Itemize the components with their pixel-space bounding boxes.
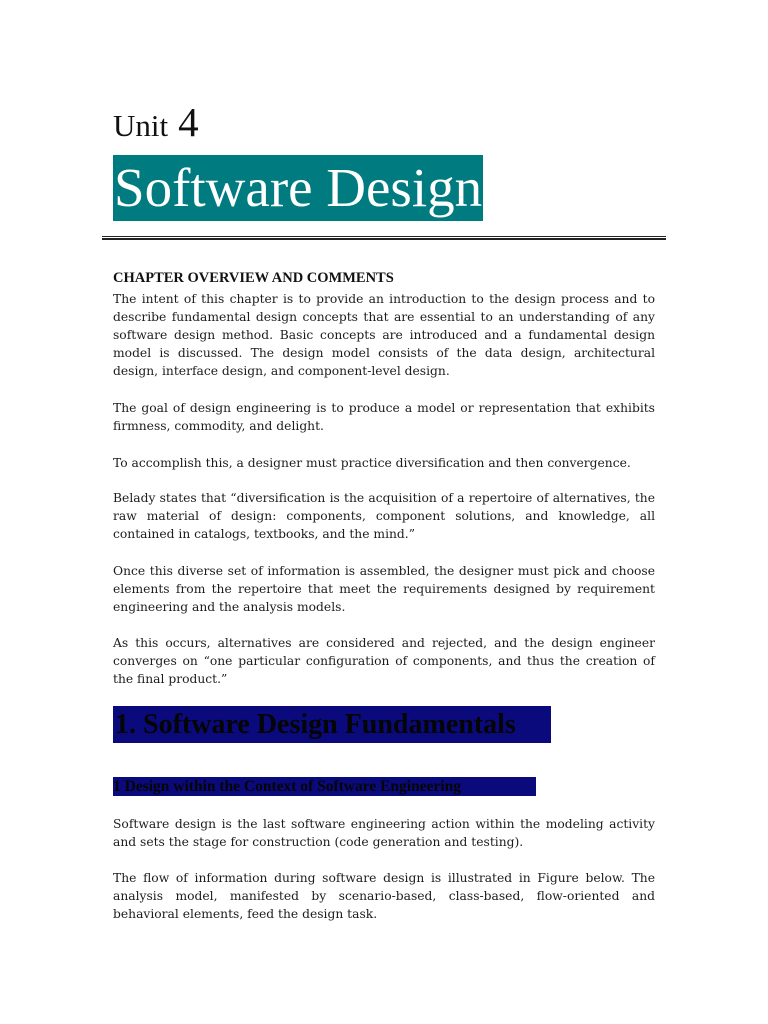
- double-rule-divider: [102, 236, 666, 240]
- overview-heading: CHAPTER OVERVIEW AND COMMENTS: [113, 270, 394, 286]
- overview-paragraph: To accomplish this, a designer must practice diversification and then convergence.: [113, 456, 631, 470]
- section-paragraph: The flow of information during software design is illustrated in Figure below. The analysis model, manifested by scenario-based, class-based, flow-oriented and behavioral elements, feed the design task.: [113, 871, 655, 922]
- overview-paragraph: The intent of this chapter is to provide an introduction to the design process and to describe fundamental design concepts that are essential to an understanding of any software design method. Basic concepts are introduced and a fundamental design model is discussed. The design model consists of the data design, architectural design, interface design, and component-level design.: [113, 292, 655, 379]
- unit-label: [113, 98, 199, 146]
- overview-paragraph: As this occurs, alternatives are considered and rejected, and the design engineer converges on “one particular configuration of components, and thus the creation of the final product.”: [113, 636, 655, 687]
- overview-paragraph: Belady states that “diversification is the acquisition of a repertoire of alternatives, the raw material of design: components, component solutions, and knowledge, all contained in catalogs, textbooks, and the mind.”: [113, 491, 655, 542]
- section-heading-software-design-fundamentals: 1. Software Design Fundamentals: [113, 706, 551, 743]
- subsection-heading-design-context: 1 Design within the Context of Software Engineering: [113, 777, 536, 796]
- unit-word: Unit: [113, 108, 169, 143]
- section-paragraph: Software design is the last software engineering action within the modeling activity and sets the stage for construction (code generation and testing).: [113, 817, 655, 850]
- chapter-title: Software Design: [113, 155, 483, 221]
- unit-number: 4: [178, 99, 199, 145]
- overview-paragraph: The goal of design engineering is to produce a model or representation that exhibits firmness, commodity, and delight.: [113, 401, 655, 434]
- overview-paragraph: Once this diverse set of information is assembled, the designer must pick and choose elements from the repertoire that meet the requirements designed by requirement engineering and the analysis models.: [113, 564, 655, 615]
